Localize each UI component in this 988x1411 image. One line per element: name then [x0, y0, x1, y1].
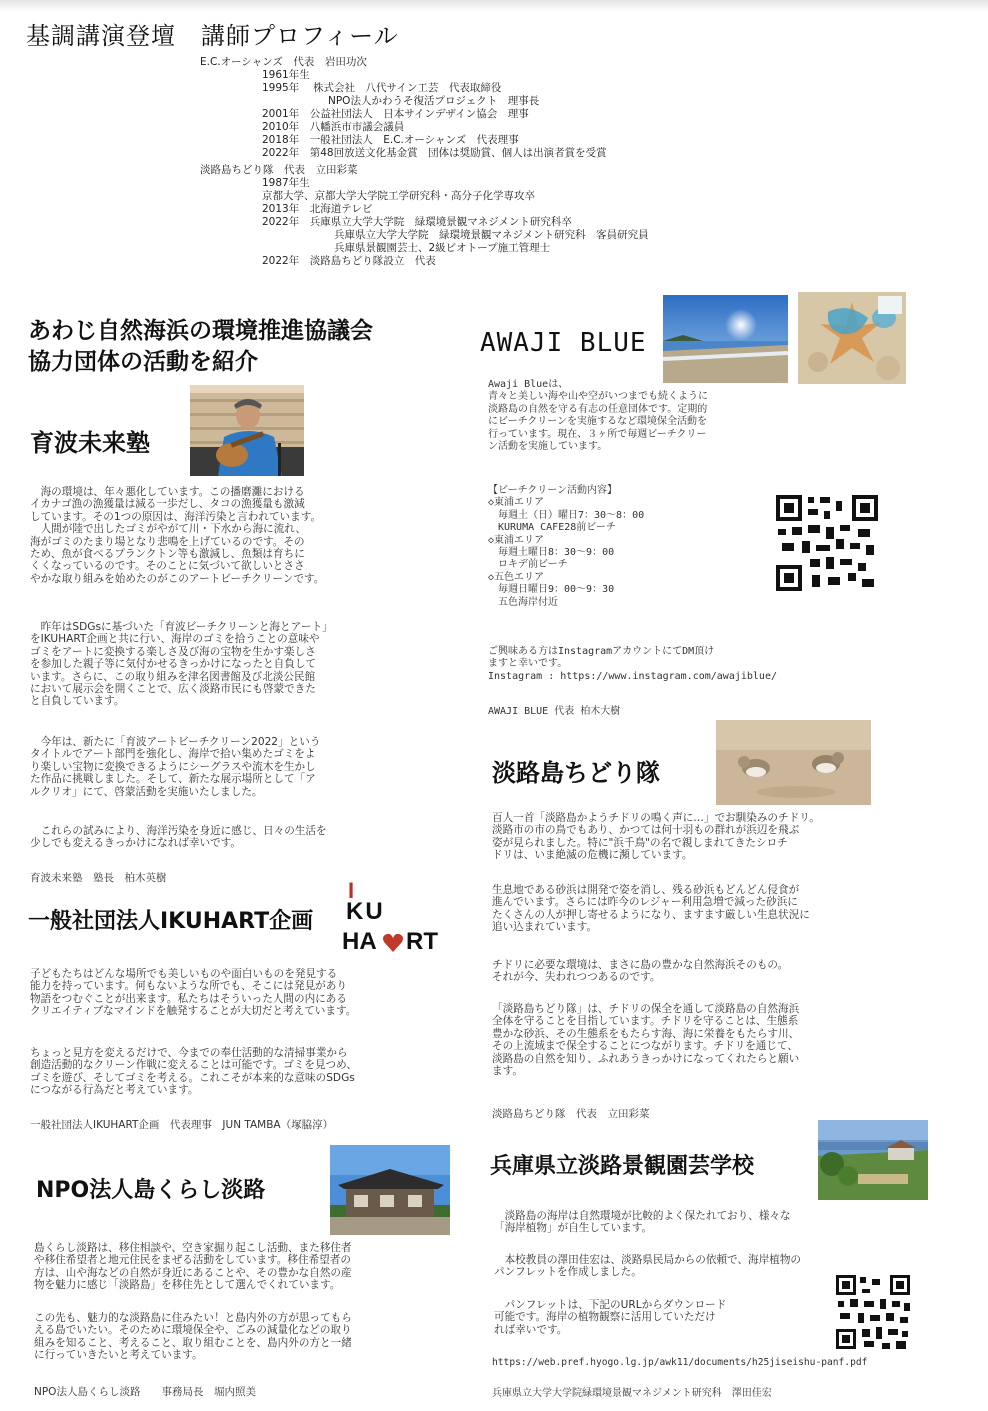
ikunami-paragraph-3: 今年は、新たに「育波アートビーチクリーン2022」という タイトルでアート部門を強化し、海岸で拾い集めたゴミをよ り楽しい宝物に変換できるようにシーグラスや流木を生かし た作品に挑戦しました。そして、新たな展示場所として「ア ルクリオ」にて、啓蒙活動を実施いたしました。 [30, 736, 321, 798]
heart-icon [382, 933, 404, 953]
ikuhart-logo-ha: HA [342, 928, 377, 955]
profile-block [200, 56, 900, 268]
shimakurashi-paragraph-1: 島くらし淡路は、移住相談や、空き家掘り起こし活動、また移住者 や移住希望者と地元住民をまぜる活動をしています。移住希望者の 方は、山や海などの自然が身近にあることや、その豊かな自然の産 物を魅力に感じ「淡路島」を移住先として選んでくれています。 [34, 1242, 352, 1292]
council-title [28, 316, 373, 378]
chidori-paragraph-1: 百人一首「淡路島かようチドリの鳴く声に…」でお馴染みのチドリ。 淡路市の市の鳥でもあり、かつては何十羽もの群れが浜辺を飛ぶ 姿が見られました。特に"浜千鳥"の名で親しまれてきたシロチ ドリは、いま絶滅の危機に瀕しています。 [492, 812, 820, 862]
ikuhart-title: 一般社団法人IKUHART企画 [28, 909, 314, 934]
awaji-blue-title: AWAJI BLUE [480, 328, 647, 358]
profile-line: 2022年 淡路島ちどり隊設立 代表 [262, 255, 436, 267]
profile-line: 2010年 八幡浜市市議会議員 [262, 121, 405, 133]
shimakurashi-paragraph-2: この先も、魅力的な淡路島に住みたい！と島内外の方が思ってもら える島でいたい。そのために環境保全や、ごみの減量化などの取り 組みを知ること、考えること、取り組むことを、島内外の方と一緒 に行っていきたいと考えています。 [34, 1312, 352, 1362]
hyogo-school-title: 兵庫県立淡路景観園芸学校 [490, 1154, 755, 1179]
page-title: 基調講演登壇 講師プロフィール [26, 22, 399, 50]
chidori-paragraph-2: 生息地である砂浜は開発で姿を消し、残る砂浜もどんどん侵食が 進んでいます。さらには昨今のレジャー利用急増で減った砂浜に たくさんの人が押し寄せるようになり、ますます厳しい生息状況に 追い込まれています。 [492, 884, 810, 934]
chidori-birds-photo [716, 720, 871, 805]
council-title-line1: あわじ自然海浜の環境推進協議会 [28, 318, 373, 344]
ikunami-photo [190, 385, 304, 476]
profile-line: E.C.オーシャンズ 代表 岩田功次 [200, 56, 367, 68]
shimakurashi-signature: NPO法人島くらし淡路 事務局長 堀内照美 [34, 1386, 256, 1398]
awaji-blue-schedule: 【ビーチクリーン活動内容】 ◇東浦エリア 毎週土（日）曜日7：30～8：00 KURUMA CAFE28前ビーチ ◇東浦エリア 毎週土曜日8：30～9：00 ロキデ前ビーチ ◇五色エリア 毎週日曜日9：00～9：30 五色海岸付近 [488, 485, 645, 608]
profile-line: 2022年 第48回放送文化基金賞 団体は奨励賞、個人は出演者賞を受賞 [262, 147, 607, 159]
chidori-title: 淡路島ちどり隊 [492, 759, 660, 787]
top-shadow-bar [0, 0, 988, 12]
ikuhart-logo-ku: KU [346, 898, 385, 925]
profile-line: 1987年生 [262, 177, 310, 189]
hyogo-school-paragraph-3: パンフレットは、下記のURLからダウンロード 可能です。海岸の植物観察に活用していただけ れば幸いです。 [494, 1299, 727, 1336]
profile-line: NPO法人かわうそ復活プロジェクト 理事長 [328, 95, 540, 107]
ikuhart-paragraph-2: ちょっと見方を変えるだけで、今までの奉仕活動的な清掃事業から 創造活動的なクリーン作戦に変えることは可能です。ゴミを見つめ、 ゴミを遊び、そしてゴミを考える。これこそが本来的な意味のSDGs につながる行為だと考えています。 [30, 1047, 357, 1097]
ikuhart-signature: 一般社団法人IKUHART企画 代表理事 JUN TAMBA（塚脇淳） [30, 1119, 334, 1131]
ikuhart-logo-rt: RT [406, 928, 438, 955]
awaji-blue-contact: ご興味ある方はInstagramアカウントにてDM頂け ますと幸いです。 Instagram : https://www.instagram.com/awajiblue/ [488, 646, 777, 682]
profile-line: 2001年 公益社団法人 日本サインデザイン協会 理事 [262, 108, 529, 120]
awaji-blue-seaglass-photo [798, 292, 906, 384]
profile-line: 兵庫県立大学大学院 緑環境景観マネジメント研究科 客員研究員 [334, 229, 649, 241]
awaji-blue-qr-code-icon[interactable] [774, 493, 880, 593]
shimakurashi-house-photo [330, 1145, 450, 1235]
ikunami-paragraph-4: これらの試みにより、海洋汚染を身近に感じ、日々の生活を 少しでも変えるきっかけになれば幸いです。 [30, 825, 327, 850]
chidori-paragraph-4: 「淡路島ちどり隊」は、チドリの保全を通して淡路島の自然海浜 全体を守ることを目指しています。チドリを守ることは、生態系 豊かな砂浜、その生態系をもたらす海、海に栄養をもたらす川、 その上流域まで保全することにつながります。チドリを通じて、 淡路島の自然を知り、ふれあうきっかけになってくれたらと願い ます。 [492, 1003, 800, 1078]
ikunami-paragraph-1: 海の環境は、年々悪化しています。この播磨灘における イカナゴ漁の漁獲量は減る一歩だし、タコの漁獲量も激減 しています。その1つの原因は、海洋汚染と言われています。 人間が陸で出したゴミがやがて川・下水から海に流れ、 海がゴミのたまり場となり悲鳴を上げているのです。その ため、魚が食べるプランクトン等も激減し、魚類は育ちに くくなっているのです。そのことに気づいて欲しいとささ やかな取り組みを始めたのがこのアートビーチクリーンです。 [30, 486, 325, 585]
profile-line: 淡路島ちどり隊 代表 立田彩菜 [200, 164, 358, 176]
ikunami-title: 育波未来塾 [30, 429, 150, 457]
hyogo-school-qr-code-icon[interactable] [834, 1273, 912, 1351]
awaji-blue-signature: AWAJI BLUE 代表 柏木大樹 [488, 706, 621, 717]
hyogo-school-garden-photo [818, 1120, 928, 1200]
profile-line: 兵庫県景観園芸士、2級ビオトープ施工管理士 [334, 242, 551, 254]
profile-line: 1961年生 [262, 69, 310, 81]
hyogo-school-signature: 兵庫県立大学大学院緑環境景観マネジメント研究科 澤田佳宏 [492, 1388, 772, 1399]
ikuhart-logo [342, 878, 460, 962]
hyogo-school-paragraph-2: 本校教員の澤田佳宏は、淡路県民局からの依頼で、海岸植物の パンフレットを作成しました。 [494, 1254, 802, 1279]
council-title-line2: 協力団体の活動を紹介 [28, 349, 258, 375]
hyogo-school-url-link[interactable]: https://web.pref.hyogo.lg.jp/awk11/documents/h25jiseishu-panf.pdf [492, 1357, 868, 1368]
chidori-signature: 淡路島ちどり隊 代表 立田彩菜 [492, 1108, 650, 1120]
ikuhart-logo-i: I [348, 878, 355, 903]
profile-line: 京都大学、京都大学大学院工学研究科・高分子化学専攻卒 [262, 190, 535, 202]
awaji-blue-intro: Awaji Blueは、 青々と美しい海や山や空がいつまでも続くように 淡路島の自然を守る有志の任意団体です。定期的 にビーチクリーンを実施するなど環境保全活動を 行っています。現在、３ヶ所で毎週ビーチクリー ン活動を実施しています。 [488, 379, 708, 453]
shimakurashi-title: NPO法人島くらし淡路 [36, 1178, 266, 1203]
profile-line: 2018年 一般社団法人 E.C.オーシャンズ 代表理事 [262, 134, 519, 146]
profile-line: 1995年 株式会社 八代サイン工芸 代表取締役 [262, 82, 502, 94]
ikunami-signature: 育波未来塾 塾長 柏木英樹 [30, 872, 167, 884]
awaji-blue-beach-photo [663, 295, 788, 383]
profile-line: 2013年 北海道テレビ [262, 203, 373, 215]
ikunami-paragraph-2: 昨年はSDGsに基づいた「育波ビーチクリーンと海とアート」 をIKUHART企画と共に行い、海岸のゴミを拾うことの意味や ゴミをアートに変換する楽しさ及び海の宝物を生かす楽しさ を参加した親子等に気付かせるきっかけになったと自負して います。さらに、この取り組みを津名図書館及び北淡公民館 において展示会を開くことで、広く淡路市民にも啓蒙できた と自負しています。 [30, 621, 333, 708]
hyogo-school-paragraph-1: 淡路島の海岸は自然環境が比較的よく保たれており、様々な 「海岸植物」が自生しています。 [494, 1210, 791, 1235]
profile-line: 2022年 兵庫県立大学大学院 緑環境景観マネジメント研究科卒 [262, 216, 572, 228]
ikuhart-paragraph-1: 子どもたちはどんな場所でも美しいものや面白いものを発見する 能力を持っています。何もないような所でも、そこには発見があり 物語をつむぐことが出来ます。私たちはそういった人間の内にある クリエイティブなマインドを触発することが大切だと考えています。 [30, 968, 357, 1018]
chidori-paragraph-3: チドリに必要な環境は、まさに島の豊かな自然海浜そのもの。 それが今、失われつつあるのです。 [492, 959, 789, 984]
